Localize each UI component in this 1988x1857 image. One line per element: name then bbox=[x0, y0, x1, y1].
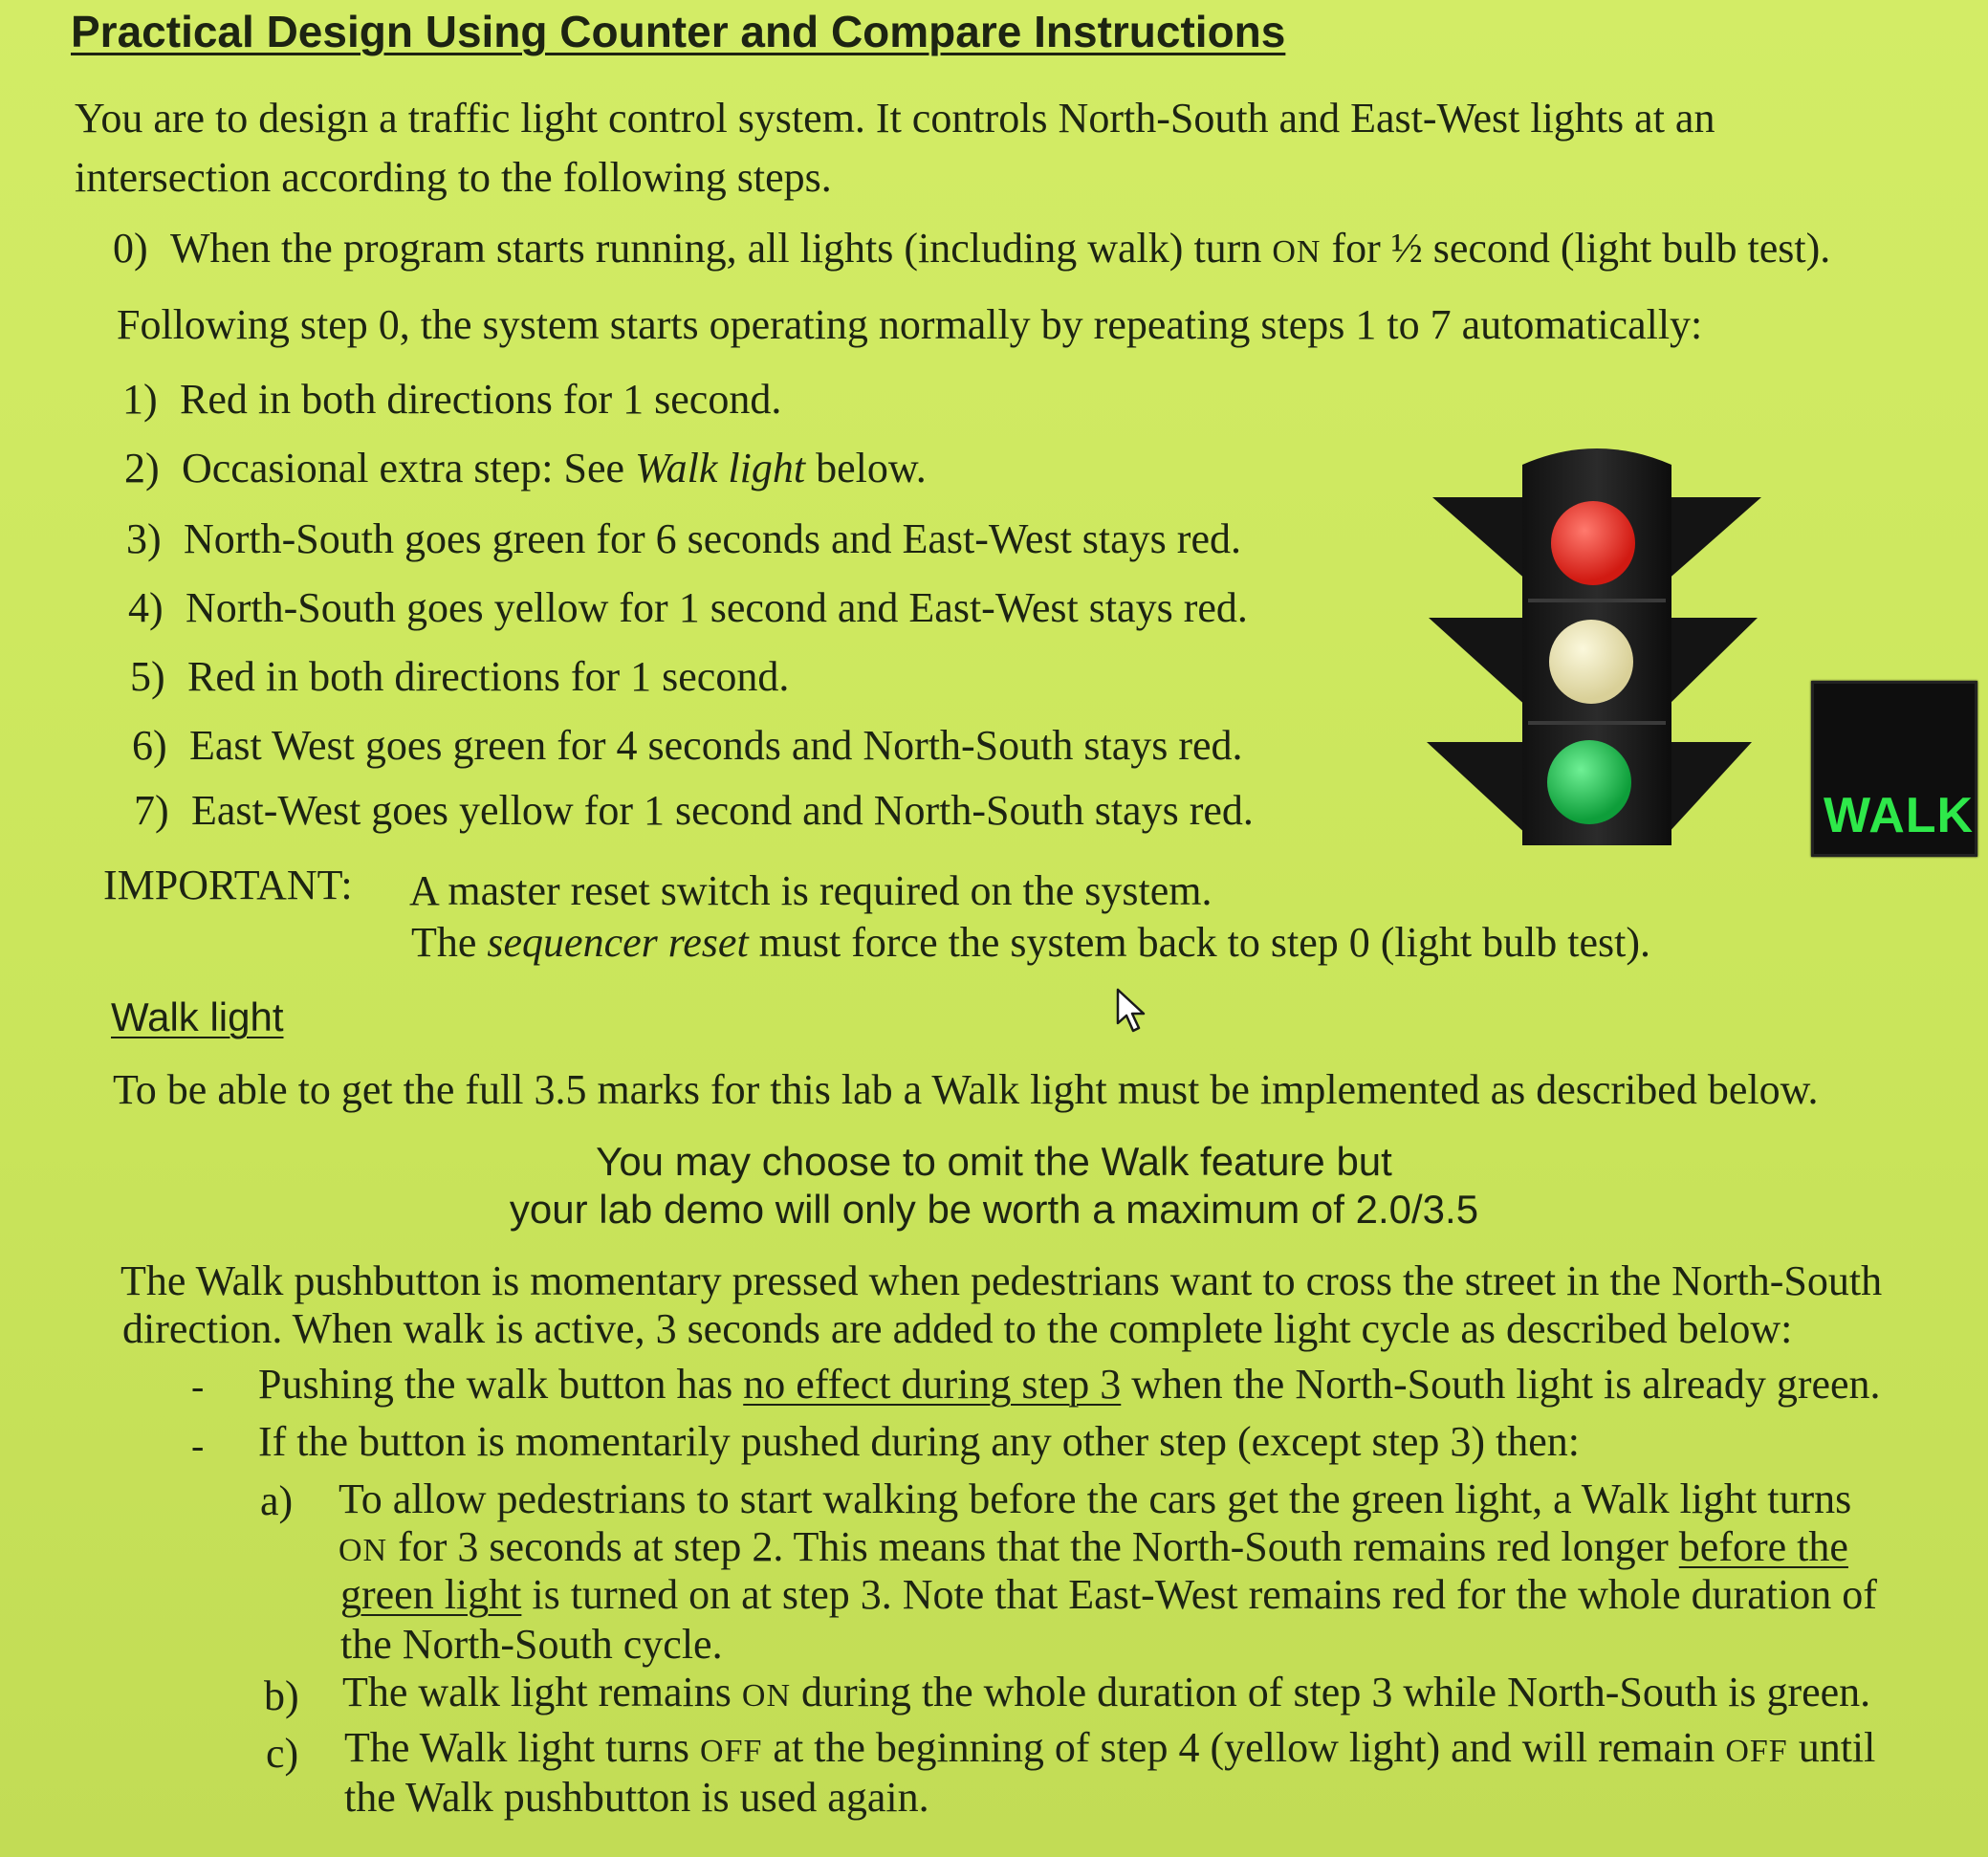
important-line-1: A master reset switch is required on the system. bbox=[409, 867, 1212, 914]
visor-right-bot bbox=[1666, 742, 1752, 836]
step-6: 6) East West goes green for 4 seconds and North-South stays red. bbox=[132, 722, 1243, 769]
note-line-2: your lab demo will only be worth a maximum of 2.0/3.5 bbox=[509, 1187, 1479, 1232]
bullet-dash-1: - bbox=[191, 1365, 205, 1408]
subitem-c-label: c) bbox=[266, 1730, 299, 1777]
subitem-a-line-4: the North-South cycle. bbox=[340, 1621, 723, 1668]
step-7: 7) East-West goes yellow for 1 second and North-South stays red. bbox=[134, 787, 1254, 834]
subitem-c-line-2: the Walk pushbutton is used again. bbox=[344, 1774, 929, 1821]
step-5: 5) Red in both directions for 1 second. bbox=[130, 653, 790, 700]
walk-light-heading: Walk light bbox=[111, 994, 284, 1039]
following-text: Following step 0, the system starts operating normally by repeating steps 1 to 7 automatically: bbox=[117, 301, 1703, 348]
note-line-1: You may choose to omit the Walk feature but bbox=[596, 1139, 1392, 1184]
important-line-2: The sequencer reset must force the system back to step 0 (light bulb test). bbox=[411, 919, 1651, 966]
intro-line-2: intersection according to the following steps. bbox=[75, 154, 832, 201]
subitem-a-line-1: To allow pedestrians to start walking before the cars get the green light, a Walk light turns bbox=[339, 1475, 1852, 1522]
walk-sign-icon bbox=[1811, 681, 1977, 857]
visor-right-mid bbox=[1666, 618, 1758, 708]
visor-right-top bbox=[1666, 497, 1761, 581]
step-0-num: 0) bbox=[113, 225, 148, 272]
step-2: 2) Occasional extra step: See Walk light below. bbox=[124, 445, 927, 492]
bullet-2: If the button is momentarily pushed during any other step (except step 3) then: bbox=[258, 1418, 1581, 1465]
walk-intro: To be able to get the full 3.5 marks for this lab a Walk light must be implemented as described below. bbox=[113, 1066, 1819, 1113]
step-1: 1) Red in both directions for 1 second. bbox=[122, 376, 782, 423]
subitem-c-line-1: The Walk light turns OFF at the beginning of step 4 (yellow light) and will remain OFF until bbox=[344, 1724, 1876, 1771]
visor-left-top bbox=[1432, 497, 1528, 581]
walk-desc-line-1: The Walk pushbutton is momentary pressed when pedestrians want to cross the street in the North-South bbox=[120, 1257, 1883, 1304]
walk-desc-line-2: direction. When walk is active, 3 seconds are added to the complete light cycle as described below: bbox=[122, 1305, 1793, 1352]
bullet-dash-2: - bbox=[191, 1424, 205, 1467]
subitem-b-label: b) bbox=[264, 1672, 299, 1719]
on-word: ON bbox=[1272, 234, 1322, 270]
green-lamp bbox=[1547, 740, 1631, 824]
walk-sign-label: WALK bbox=[1824, 788, 1975, 843]
subitem-b: The walk light remains ON during the whole duration of step 3 while North-South is green. bbox=[342, 1669, 1871, 1715]
visor-left-mid bbox=[1429, 618, 1528, 708]
red-lamp bbox=[1551, 501, 1635, 585]
traffic-light-icon bbox=[1415, 438, 1779, 859]
subitem-a-line-2: ON for 3 seconds at step 2. This means that the North-South remains red longer before the bbox=[339, 1523, 1848, 1570]
subitem-a-label: a) bbox=[260, 1477, 294, 1524]
visor-left-bot bbox=[1427, 742, 1528, 836]
bullet-1: Pushing the walk button has no effect during step 3 when the North-South light is already green. bbox=[258, 1361, 1881, 1408]
important-label: IMPORTANT: bbox=[103, 862, 353, 908]
page-title: Practical Design Using Counter and Compare Instructions bbox=[71, 7, 1286, 56]
mouse-pointer-icon bbox=[1115, 987, 1149, 1035]
step-3: 3) North-South goes green for 6 seconds and East-West stays red. bbox=[126, 515, 1241, 562]
step-0: 0) When the program starts running, all lights (including walk) turn ON for ½ second (light bulb test). bbox=[113, 222, 1830, 279]
subitem-a-line-3: green light is turned on at step 3. Note that East-West remains red for the whole duration of bbox=[340, 1571, 1877, 1618]
step-4: 4) North-South goes yellow for 1 second and East-West stays red. bbox=[128, 584, 1248, 631]
yellow-lamp bbox=[1549, 620, 1633, 704]
intro-line-1: You are to design a traffic light control system. It controls North-South and East-West lights at an bbox=[75, 95, 1715, 142]
